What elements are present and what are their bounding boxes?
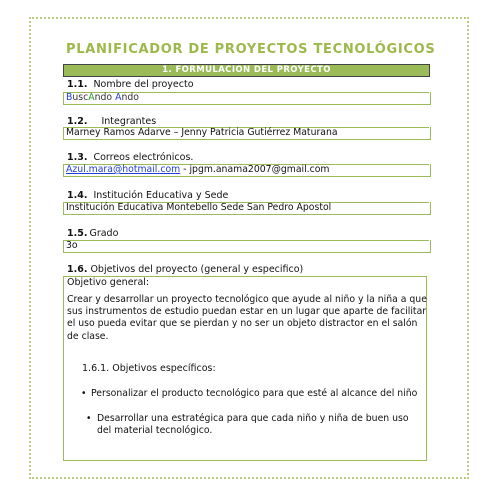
bullet-icon: •: [81, 388, 87, 399]
objetivo-general-label: Objetivo general:: [67, 277, 150, 288]
document-title: PLANIFICADOR DE PROYECTOS TECNOLÓGICOS: [66, 42, 436, 57]
field-number: 1.3.: [67, 152, 88, 163]
field-label: Correos electrónicos.: [93, 152, 194, 163]
field-heading-correos: [67, 152, 193, 163]
field-number: 1.6.: [67, 264, 88, 275]
list-item-text: Personalizar el producto tecnológico para que esté al alcance del niño: [91, 388, 418, 399]
field-heading-integrantes: [67, 116, 156, 127]
field-value-integrantes: Marney Ramos Adarve – Jenny Patricia Gutiérrez Maturana: [63, 127, 431, 140]
email-link[interactable]: Azul.mara@hotmail.com: [66, 164, 181, 175]
field-number: 1.5.: [67, 228, 88, 239]
section-bar-formulacion: 1. FORMULACION DEL PROYECTO: [63, 64, 430, 77]
field-heading-objetivos: [67, 264, 303, 275]
field-number: 1.1.: [67, 79, 88, 90]
field-label: Institución Educativa y Sede: [93, 190, 229, 201]
field-value-institucion: Institución Educativa Montebello Sede San Pedro Apostol: [63, 202, 431, 215]
field-value-correos: [63, 164, 431, 177]
field-number: 1.4.: [67, 190, 88, 201]
bullet-icon: •: [86, 413, 92, 424]
list-item-text: Desarrollar una estratégica para que cada niño y niña de buen uso del material tecnológico.: [97, 413, 409, 437]
email-secondary: - jpgm.anama2007@gmail.com: [180, 164, 330, 175]
field-heading-grado: [67, 228, 118, 239]
objetivo-general-text: Crear y desarrollar un proyecto tecnológico que ayude al niño y la niña a que sus instrumentos de estudio puedan estar en un lugar que aparte de facilitar el uso pueda evitar que se pierdan y no ser un objeto distractor en el salón de clase.: [67, 294, 427, 342]
field-label: Objetivos del proyecto (general y especifico): [90, 264, 304, 275]
field-heading-nombre: [67, 79, 194, 90]
field-label: Nombre del proyecto: [93, 79, 194, 90]
objetivos-especificos-heading: 1.6.1. Objetivos específicos:: [82, 363, 216, 374]
field-value-grado: 3o: [63, 240, 431, 253]
field-value-nombre: BuscAndo Ando: [63, 92, 431, 105]
list-item: [86, 413, 425, 437]
field-heading-institucion: [67, 190, 228, 201]
field-label: Integrantes: [101, 116, 157, 127]
field-label: Grado: [89, 228, 119, 239]
field-number: 1.2.: [67, 116, 88, 127]
list-item: [81, 388, 421, 400]
